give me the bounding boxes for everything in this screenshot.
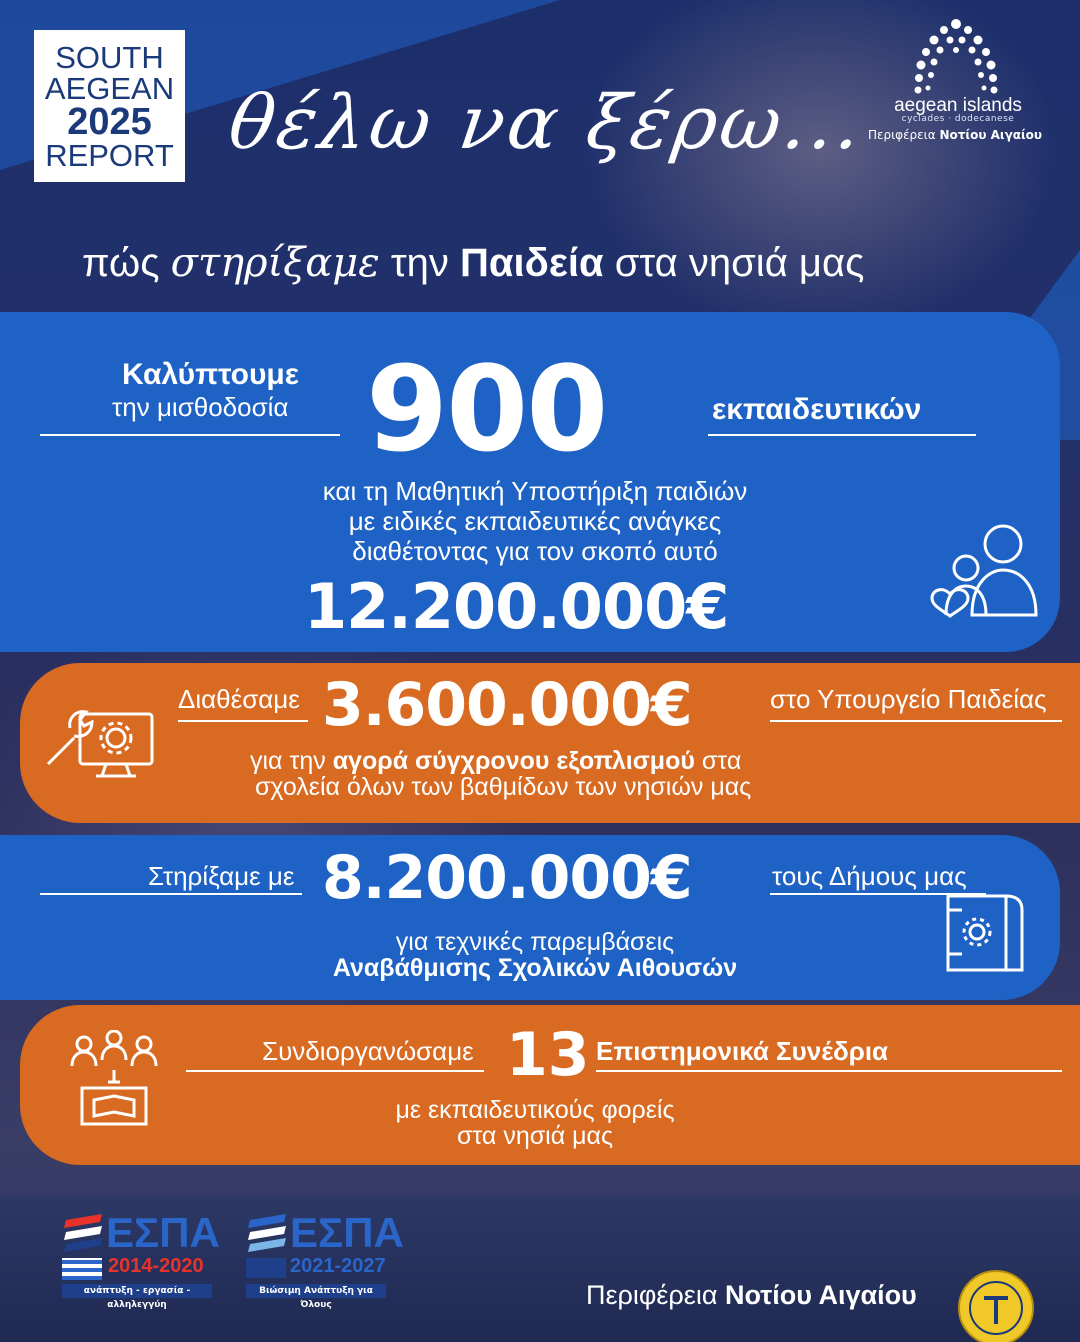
block3-suffix: τους Δήμους μας [772, 861, 967, 891]
block4-desc-1: με εκπαιδευτικούς φορείς [395, 1096, 675, 1124]
blueprint-icon [940, 888, 1030, 978]
block3-rule-left [40, 893, 302, 895]
logo-subtitle: cyclades · dodecanese [901, 114, 1015, 124]
block1-desc-3: διαθέτοντας για τον σκοπό αυτό [352, 536, 718, 566]
block2-lead: Διαθέσαμε [178, 684, 300, 714]
greek-flag-icon [62, 1258, 102, 1280]
block4-number: 13 [506, 1020, 590, 1090]
espa-2014-years: 2014-2020 [108, 1255, 204, 1277]
people-heart-icon [928, 520, 1048, 620]
report-year: 2025 [67, 101, 152, 143]
block1-lead-bold: Καλύπτουμε [122, 358, 300, 391]
logo-region: Περιφέρεια Νοτίου Αιγαίου [867, 128, 1043, 142]
block1-desc-2: με ειδικές εκπαιδευτικές ανάγκες [348, 506, 722, 536]
espa-2021-years: 2021-2027 [290, 1255, 386, 1277]
report-line-report: REPORT [45, 138, 174, 173]
block1-rule-right [708, 434, 976, 436]
block3-desc-2: Αναβάθμισης Σχολικών Αιθουσών [332, 954, 738, 982]
report-line-south: SOUTH [55, 40, 164, 75]
espa-swoosh-icon [246, 1212, 288, 1256]
block2-desc-1: για την αγορά σύγχρονου εξοπλισμού στα [250, 747, 742, 775]
block4-desc-2: στα νησιά μας [456, 1122, 614, 1150]
report-line-aegean: AEGEAN [44, 71, 175, 106]
espa-flag-swoosh-icon [62, 1212, 104, 1256]
headline: θέλω να ξέρω... [223, 80, 870, 166]
block1-amount: 12.200.000€ [304, 570, 729, 643]
block1-rule-left [40, 434, 340, 436]
report-badge [34, 30, 185, 182]
aegean-islands-logo-icon [866, 12, 1046, 147]
block4-rule-left [186, 1070, 484, 1072]
wrench-monitor-icon [44, 700, 159, 780]
block3-amount: 8.200.000€ [322, 843, 692, 913]
region-seal-icon [958, 1270, 1034, 1342]
block1-suffix: εκπαιδευτικών [712, 393, 922, 426]
block2-rule-left [178, 720, 308, 722]
block3-desc-1: για τεχνικές παρεμβάσεις [395, 928, 675, 956]
eu-flag-icon [246, 1258, 286, 1278]
espa-2014-tagline: ανάπτυξη - εργασία - αλληλεγγύη [62, 1284, 212, 1298]
block4-rule-right [596, 1070, 1062, 1072]
block4-lead: Συνδιοργανώσαμε [262, 1036, 474, 1066]
block2-desc-2: σχολεία όλων των βαθμίδων των νησιών μας [255, 773, 752, 801]
block2-rule-right [770, 720, 1062, 722]
block2-amount: 3.600.000€ [322, 670, 692, 740]
block1-lead: την μισθοδοσία [112, 392, 289, 422]
logo-name: aegean islands [894, 95, 1022, 116]
conference-icon [64, 1030, 164, 1130]
subtitle: πώς στηρίξαμε την Παιδεία στα νησιά μας [82, 240, 865, 286]
block1-desc-1: και τη Μαθητική Υποστήριξη παιδιών [322, 476, 748, 506]
block2-suffix: στο Υπουργείο Παιδείας [770, 684, 1047, 714]
espa-2021-tagline: Βιώσιμη Ανάπτυξη για Όλους [246, 1284, 386, 1298]
espa-2021-title: ΕΣΠΑ [290, 1209, 404, 1256]
block1-number: 900 [366, 340, 607, 478]
footer-region: Περιφέρεια Νοτίου Αιγαίου [586, 1280, 917, 1310]
block3-lead: Στηρίξαμε με [148, 861, 295, 891]
espa-2014-title: ΕΣΠΑ [106, 1209, 220, 1256]
block4-suffix: Επιστημονικά Συνέδρια [596, 1036, 889, 1066]
